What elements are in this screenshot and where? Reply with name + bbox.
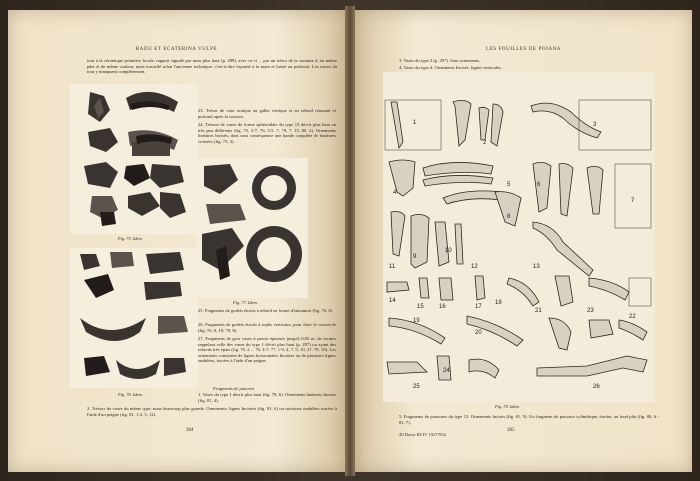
- fig-num-23: 23: [587, 308, 594, 314]
- fig-78-caption: Fig. 78. Idem.: [495, 404, 520, 409]
- figure-78-drawing: [383, 72, 655, 402]
- fig-num-18: 18: [495, 300, 502, 306]
- fig-num-10: 10: [445, 248, 452, 254]
- fig-num-14: 14: [389, 298, 396, 304]
- para-25: 25. Fragments de godets étroits à rebord en forme d'entonnoir (fig. 76, 6).: [198, 308, 334, 313]
- para-23: 23. Trésor de vase ornique au galbe vertique et au rebord retourné et profond après la cuisson.: [198, 108, 336, 119]
- item-4: 4. Vases du type 4. Ornements Incisés: lignes verticales.: [399, 65, 502, 70]
- para-26: 26. Fragments de godets étroits à replis verticaux, pour fixer le couvercle (fig. 76, 8, 10; 78, 8).: [198, 322, 336, 333]
- para-1: 1. Vases du type 1 décrit plus haut (fig. 78, 6). Ornements linéaires Incisés (fig. 81, 4).: [198, 392, 336, 403]
- fig-num-7: 7: [631, 198, 635, 204]
- fig-num-12: 12: [471, 264, 478, 270]
- fig-num-15: 15: [417, 304, 424, 310]
- fig-num-5: 5: [507, 182, 511, 188]
- right-running-head: LES FOUILLES DE POIANA: [485, 47, 561, 52]
- fig-num-9: 9: [413, 254, 417, 260]
- right-page-number: 305: [507, 428, 515, 433]
- fig-num-17: 17: [475, 304, 482, 310]
- fig-num-16: 16: [439, 304, 446, 310]
- section-heading: Fragments de poteries: [213, 386, 255, 391]
- fig-num-11: 11: [389, 264, 396, 270]
- fig-num-25: 25: [413, 384, 420, 390]
- figure-77-photo: [196, 158, 308, 298]
- fig-75-caption: Fig. 75. Idem.: [118, 236, 143, 241]
- fig-num-21: 21: [535, 308, 542, 314]
- left-page-number: 304: [186, 428, 194, 433]
- fig-num-19: 19: [413, 318, 420, 324]
- left-running-head: RADU ET ECATERINA VULPE: [135, 47, 218, 52]
- book-gutter: [345, 6, 355, 476]
- fig-num-20: 20: [475, 330, 482, 336]
- item-3: 3. Vases du type 2 (p. 297). Sans ornements.: [399, 58, 481, 63]
- fig-num-6: 6: [537, 182, 541, 188]
- para-2: 2. Trésors de vases du même type, mais beaucoup plus grande. Ornements: lignes Incisées (fig. 81, 6) ou incisions ondulées tracées à l'aide d'un peigne (fig. 81, 1-2, 5, 12).: [87, 406, 337, 417]
- para-24: 24. Trésors de vases de forme sphéroïdale du type 13 décrit plus haut en très peu différents (fig. 75, 3-7; 76, 5-5, 7; 79, 7, 15; 80, 2). Ornements linéaires Incisés, dont sous conséquence une bande complète de hachures croisées (fig. 75, 3).: [198, 122, 336, 144]
- profile-drawings-svg: [383, 72, 655, 402]
- fig-num-4: 4: [393, 190, 397, 196]
- figure-75-photo: [70, 84, 198, 234]
- fig-num-1: 1: [413, 120, 417, 126]
- item-5: 5. Fragments de passoires du type 12. Ornements Incisés (fig. 81, 9). Un fragment de passoire cylindrique, étroite, au fond plat (fig. 80, 6 - 81, 7).: [399, 414, 659, 425]
- figure-76-photo: [70, 248, 198, 388]
- fig-num-26: 26: [593, 384, 600, 390]
- fig-76-caption: Fig. 76. Idem.: [118, 392, 143, 397]
- para-27: 27. Fragments de gros vases à parois épaisses jusqu'à 0,02 m, de formes rappelant celle des vases du type 1 décrit plus haut (p. 297) ou ayant des rebords très épais (fig. 76, 2 ... 76, 4-7; 77, 1-9, 4, 7, 9, 10, 27; 78, 10). Les ornements consistent de lignes horizontales Incisées ou de plusieurs lignes ondulées, tracées à l'aide d'un peigne.: [198, 336, 336, 364]
- fig-num-2: 2: [483, 140, 487, 146]
- fig-77-caption: Fig. 77. Idem.: [233, 300, 258, 305]
- fig-num-24: 24: [443, 368, 450, 374]
- fig-num-3: 3: [593, 122, 597, 128]
- fig-num-22: 22: [629, 314, 636, 320]
- signature-footer: 20 Dacia III-IV 1927/932: [399, 432, 446, 437]
- left-page: [8, 10, 345, 472]
- left-intro-text: tour à la céramique primitive locale, rapport signalé par nous plus haut (p. 289), avec ce-ci ... par un trésor de la variante d, en même pâte et de même couleur, mais travaillé selon l'ancienne technique: c'est-à-dire façonné à la main et lustré au polissoir. Les traces du tour y manquent complètement.: [87, 58, 337, 75]
- fig-num-13: 13: [533, 264, 540, 270]
- fig-num-8: 8: [507, 214, 511, 220]
- right-page: [355, 10, 692, 472]
